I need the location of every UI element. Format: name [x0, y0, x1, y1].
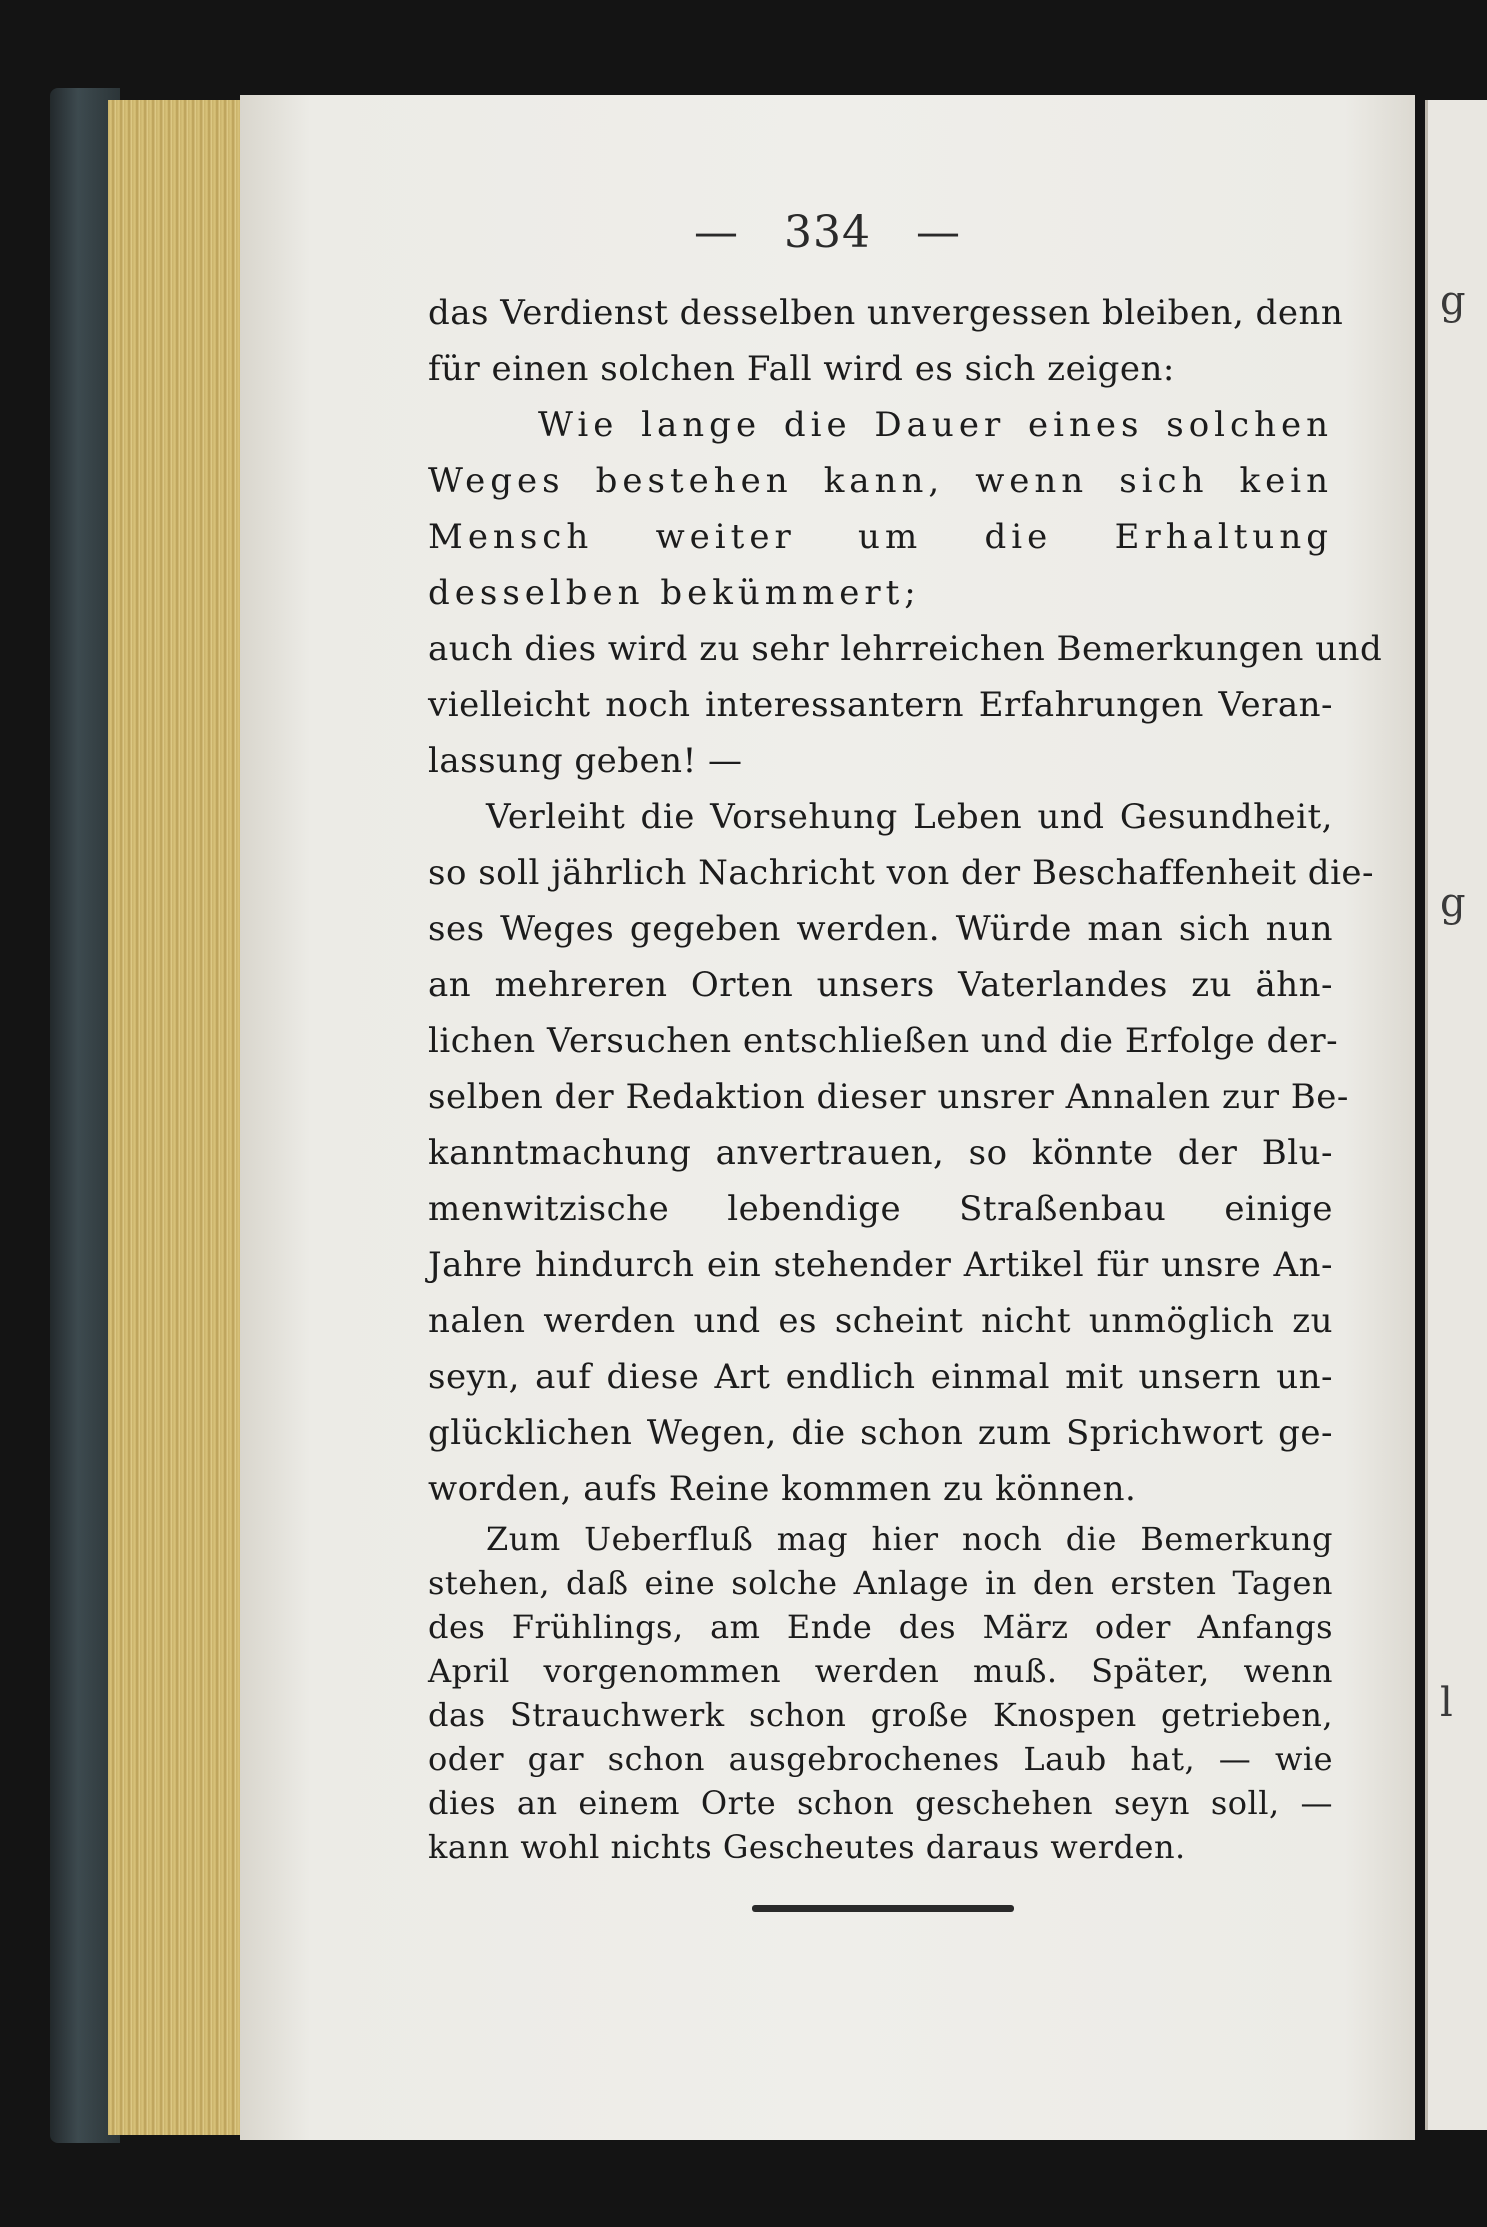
text-line: an mehreren Orten unsers Vaterlandes zu ähn-: [428, 965, 1333, 1005]
page-number: 334: [784, 207, 871, 258]
text-line: lichen Versuchen entschließen und die Erfolge der-: [428, 1021, 1339, 1061]
text-line: lassung geben! —: [428, 741, 743, 781]
paragraph-start: Verleiht die Vorsehung Leben und Gesundheit,: [486, 797, 1333, 837]
text-line: seyn, auf diese Art endlich einmal mit unsern un-: [428, 1357, 1333, 1397]
text-line-emphasis: Wie lange die Dauer eines solchen: [538, 405, 1333, 445]
text-line: Jahre hindurch ein stehender Artikel für unsre An-: [428, 1245, 1333, 1285]
text-line: kanntmachung anvertrauen, so könnte der Blu-: [428, 1133, 1333, 1173]
text-line-emphasis: Weges bestehen kann, wenn sich kein: [428, 461, 1333, 501]
text-line: ses Weges gegeben werden. Würde man sich nun: [428, 909, 1333, 949]
text-line-emphasis: desselben bekümmert;: [428, 573, 921, 613]
header-dash-left: —: [694, 207, 740, 258]
closing-rule: [752, 1905, 1014, 1912]
facing-page: [1425, 100, 1487, 2130]
facing-page-fragment: g: [1440, 278, 1466, 324]
text-line: worden, aufs Reine kommen zu können.: [428, 1469, 1137, 1509]
text-line: das Strauchwerk schon große Knospen getrieben,: [428, 1696, 1333, 1734]
paragraph-start: Zum Ueberfluß mag hier noch die Bemerkung: [486, 1520, 1333, 1558]
facing-page-fragment: g: [1440, 880, 1466, 926]
text-line: April vorgenommen werden muß. Später, wenn: [428, 1652, 1333, 1690]
text-line: glücklichen Wegen, die schon zum Sprichwort ge-: [428, 1413, 1333, 1453]
book-page: [240, 95, 1415, 2140]
text-line: menwitzische lebendige Straßenbau einige: [428, 1189, 1333, 1229]
text-line: dies an einem Orte schon geschehen seyn soll, —: [428, 1784, 1333, 1822]
text-line: kann wohl nichts Gescheutes daraus werden.: [428, 1828, 1186, 1866]
text-line: oder gar schon ausgebrochenes Laub hat, — wie: [428, 1740, 1333, 1778]
text-line-emphasis: Mensch weiter um die Erhaltung: [428, 517, 1333, 557]
text-line: stehen, daß eine solche Anlage in den ersten Tagen: [428, 1564, 1333, 1602]
text-line: so soll jährlich Nachricht von der Beschaffenheit die-: [428, 853, 1375, 893]
text-line: auch dies wird zu sehr lehrreichen Bemerkungen und: [428, 629, 1383, 669]
page-header: [240, 207, 1415, 258]
header-dash-right: —: [915, 207, 961, 258]
text-line: nalen werden und es scheint nicht unmöglich zu: [428, 1301, 1333, 1341]
text-line: des Frühlings, am Ende des März oder Anfangs: [428, 1608, 1333, 1646]
text-line: für einen solchen Fall wird es sich zeigen:: [428, 349, 1175, 389]
body-text: [428, 285, 1383, 1869]
text-line: vielleicht noch interessantern Erfahrungen Veran-: [428, 685, 1333, 725]
text-line: selben der Redaktion dieser unsrer Annalen zur Be-: [428, 1077, 1349, 1117]
page-edges: [108, 100, 258, 2135]
text-line: das Verdienst desselben unvergessen bleiben, denn: [428, 293, 1344, 333]
facing-page-fragment: l: [1440, 1680, 1453, 1726]
